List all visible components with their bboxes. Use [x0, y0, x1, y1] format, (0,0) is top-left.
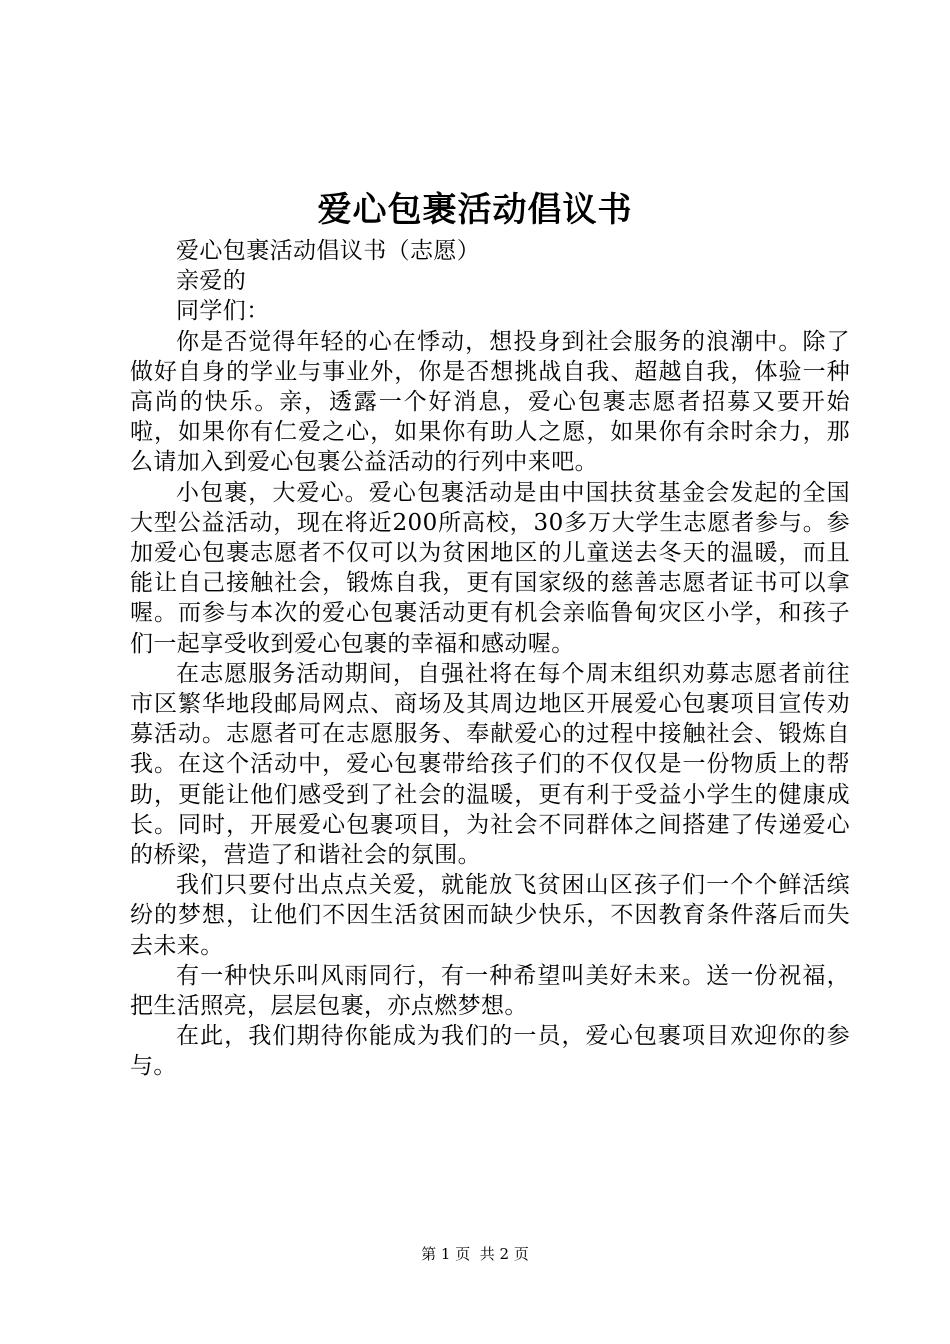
page-number-footer: 第 1 页 共 2 页: [421, 1245, 529, 1263]
body-paragraph: 我们只要付出点点关爱，就能放飞贫困山区孩子们一个个鲜活缤纷的梦想，让他们不因生活贫困而缺少快乐，不因教育条件落后而失去未来。: [130, 872, 850, 959]
subtitle-paragraph: 爱心包裹活动倡议书（志愿）: [176, 238, 481, 264]
document-body: [130, 236, 850, 1082]
salutation-line-2: 同学们：: [176, 298, 270, 325]
body-paragraph: 有一种快乐叫风雨同行，有一种希望叫美好未来。送一份祝福，把生活照亮，层层包裹，亦点燃梦想。: [130, 962, 850, 1020]
body-paragraph: 你是否觉得年轻的心在悸动，想投身到社会服务的浪潮中。除了做好自身的学业与事业外，你是否想挑战自我、超越自我，体验一种高尚的快乐。亲，透露一个好消息，爱心包裹志愿者招募又要开始啦，如果你有仁爱之心，如果你有助人之愿，如果你有余时余力，那么请加入到爱心包裹公益活动的行列中来吧。: [130, 328, 850, 476]
document-title: 爱心包裹活动倡议书: [317, 190, 633, 230]
body-paragraph: 小包裹，大爱心。爱心包裹活动是由中国扶贫基金会发起的全国大型公益活动，现在将近200所高校，30多万大学生志愿者参与。参加爱心包裹志愿者不仅可以为贫困地区的儿童送去冬天的温暖，而且能让自己接触社会，锻炼自我，更有国家级的慈善志愿者证书可以拿喔。而参与本次的爱心包裹活动更有机会亲临鲁甸灾区小学，和孩子们一起享受收到爱心包裹的幸福和感动喔。: [130, 479, 850, 657]
body-paragraph: 在志愿服务活动期间，自强社将在每个周末组织劝募志愿者前往市区繁华地段邮局网点、商场及其周边地区开展爱心包裹项目宣传劝募活动。志愿者可在志愿服务、奉献爱心的过程中接触社会、锻炼自我。在这个活动中，爱心包裹带给孩子们的不仅仅是一份物质上的帮助，更能让他们感受到了社会的温暖，更有利于受益小学生的健康成长。同时，开展爱心包裹项目，为社会不同群体之间搭建了传递爱心的桥梁，营造了和谐社会的氛围。: [130, 660, 850, 869]
salutation-line-1: 亲爱的: [176, 268, 247, 295]
body-paragraph: 在此，我们期待你能成为我们的一员，爱心包裹项目欢迎你的参与。: [130, 1023, 850, 1080]
